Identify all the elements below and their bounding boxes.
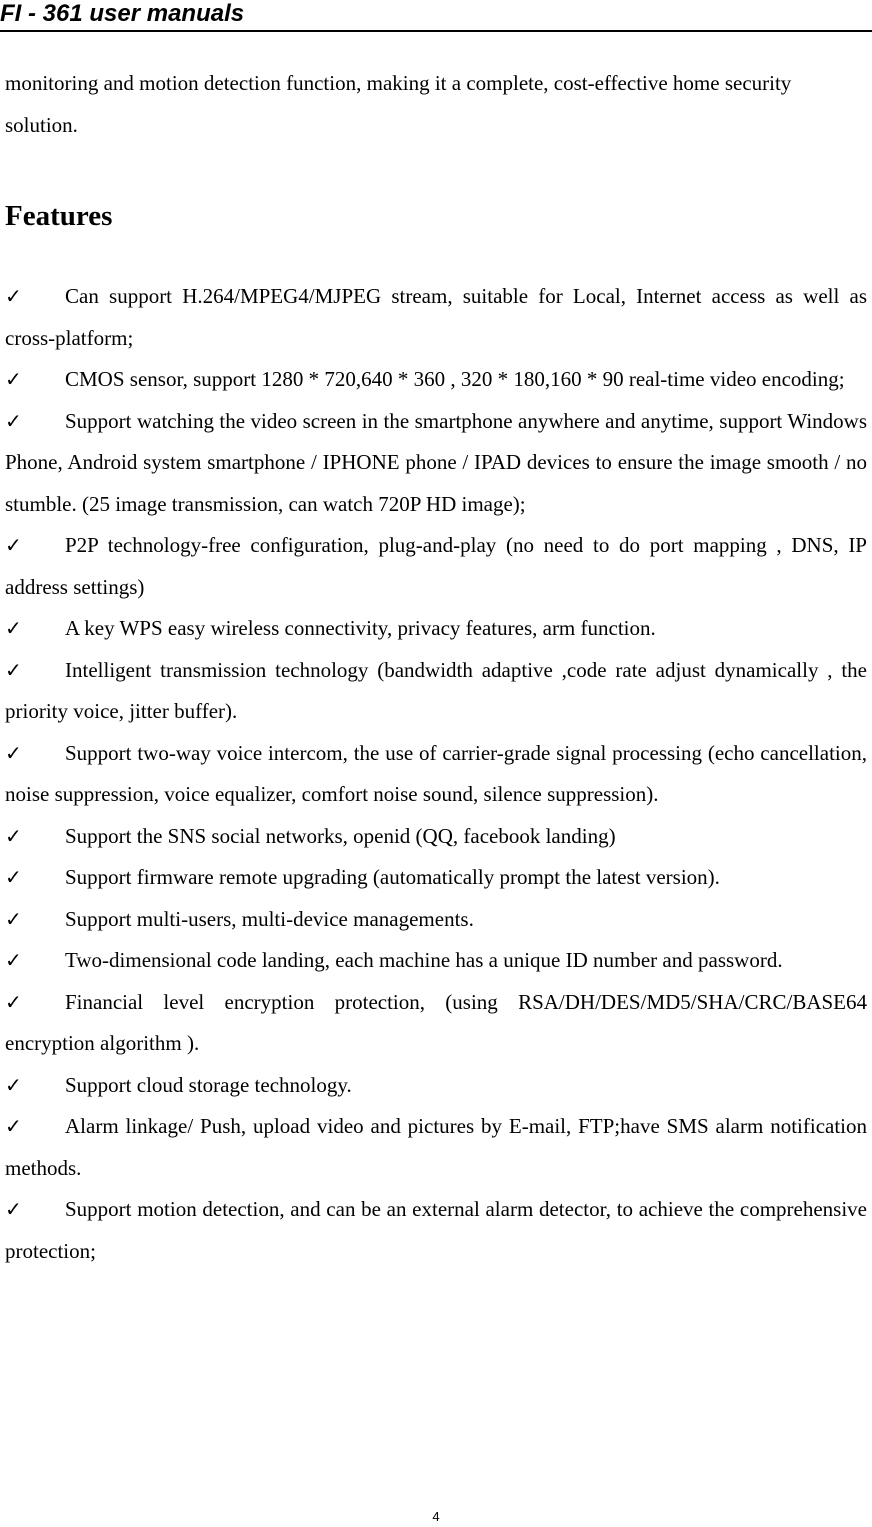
- feature-item: [5, 857, 867, 899]
- intro-paragraph: monitoring and motion detection function, making it a complete, cost-effective home security solution.: [5, 71, 792, 137]
- checkmark-icon: ✓: [5, 616, 22, 640]
- feature-item: [5, 733, 867, 816]
- features-heading: Features: [5, 200, 113, 232]
- feature-item: [5, 608, 867, 650]
- feature-item: [5, 1189, 867, 1272]
- feature-item: [5, 359, 867, 401]
- features-list: [5, 276, 867, 1272]
- feature-item: [5, 525, 867, 608]
- document-title: FI - 361 user manuals: [0, 0, 245, 27]
- feature-text: Support multi-users, multi-device managements.: [65, 906, 474, 931]
- feature-text: Can support H.264/MPEG4/MJPEG stream, suitable for Local, Internet access as well as cross-platform;: [5, 284, 867, 350]
- feature-text: Support the SNS social networks, openid (QQ, facebook landing): [65, 823, 616, 848]
- feature-text: Alarm linkage/ Push, upload video and pictures by E-mail, FTP;have SMS alarm notification methods.: [5, 1114, 867, 1180]
- feature-text: A key WPS easy wireless connectivity, privacy features, arm function.: [65, 616, 656, 640]
- page-header: [0, 0, 872, 32]
- feature-text: Two-dimensional code landing, each machine has a unique ID number and password.: [65, 948, 783, 972]
- checkmark-icon: ✓: [5, 948, 22, 972]
- checkmark-icon: ✓: [5, 367, 22, 391]
- checkmark-icon: ✓: [5, 865, 22, 889]
- checkmark-icon: ✓: [5, 823, 22, 848]
- feature-item: [5, 401, 867, 526]
- feature-text: Financial level encryption protection, (using RSA/DH/DES/MD5/SHA/CRC/BASE64 encryption algorithm ).: [5, 989, 867, 1055]
- checkmark-icon: ✓: [5, 740, 22, 765]
- feature-text: P2P technology-free configuration, plug-and-play (no need to do port mapping , DNS, IP address settings): [5, 533, 867, 599]
- feature-text: Intelligent transmission technology (bandwidth adaptive ,code rate adjust dynamically , the priority voice, jitter buffer).: [5, 657, 867, 723]
- feature-item: [5, 1065, 867, 1107]
- checkmark-icon: ✓: [5, 906, 22, 931]
- page-content: [5, 62, 867, 1272]
- checkmark-icon: ✓: [5, 408, 22, 433]
- feature-item: [5, 982, 867, 1065]
- feature-text: Support two-way voice intercom, the use of carrier-grade signal processing (echo cancellation, noise suppression, voice equalizer, comfort noise sound, silence suppression).: [5, 740, 867, 806]
- feature-item: [5, 650, 867, 733]
- checkmark-icon: ✓: [5, 657, 22, 682]
- feature-text: Support watching the video screen in the smartphone anywhere and anytime, support Windows Phone, Android system smartphone / IPHONE phone / IPAD devices to ensure the image smooth / no stumble. (25 image transmission, can watch 720P HD image);: [5, 408, 867, 516]
- feature-text: Support cloud storage technology.: [65, 1072, 352, 1097]
- feature-text: Support motion detection, and can be an external alarm detector, to achieve the comprehensive protection;: [5, 1197, 867, 1263]
- checkmark-icon: ✓: [5, 1072, 22, 1097]
- checkmark-icon: ✓: [5, 284, 22, 308]
- checkmark-icon: ✓: [5, 989, 22, 1014]
- feature-item: [5, 1106, 867, 1189]
- feature-text: CMOS sensor, support 1280 * 720,640 * 360 , 320 * 180,160 * 90 real-time video encoding;: [65, 367, 845, 391]
- feature-item: [5, 899, 867, 941]
- checkmark-icon: ✓: [5, 1114, 22, 1138]
- feature-item: [5, 816, 867, 858]
- feature-item: [5, 276, 867, 359]
- checkmark-icon: ✓: [5, 1197, 22, 1221]
- feature-item: [5, 940, 867, 982]
- feature-text: Support firmware remote upgrading (automatically prompt the latest version).: [65, 865, 720, 889]
- checkmark-icon: ✓: [5, 533, 22, 557]
- page-number: 4: [432, 1509, 440, 1524]
